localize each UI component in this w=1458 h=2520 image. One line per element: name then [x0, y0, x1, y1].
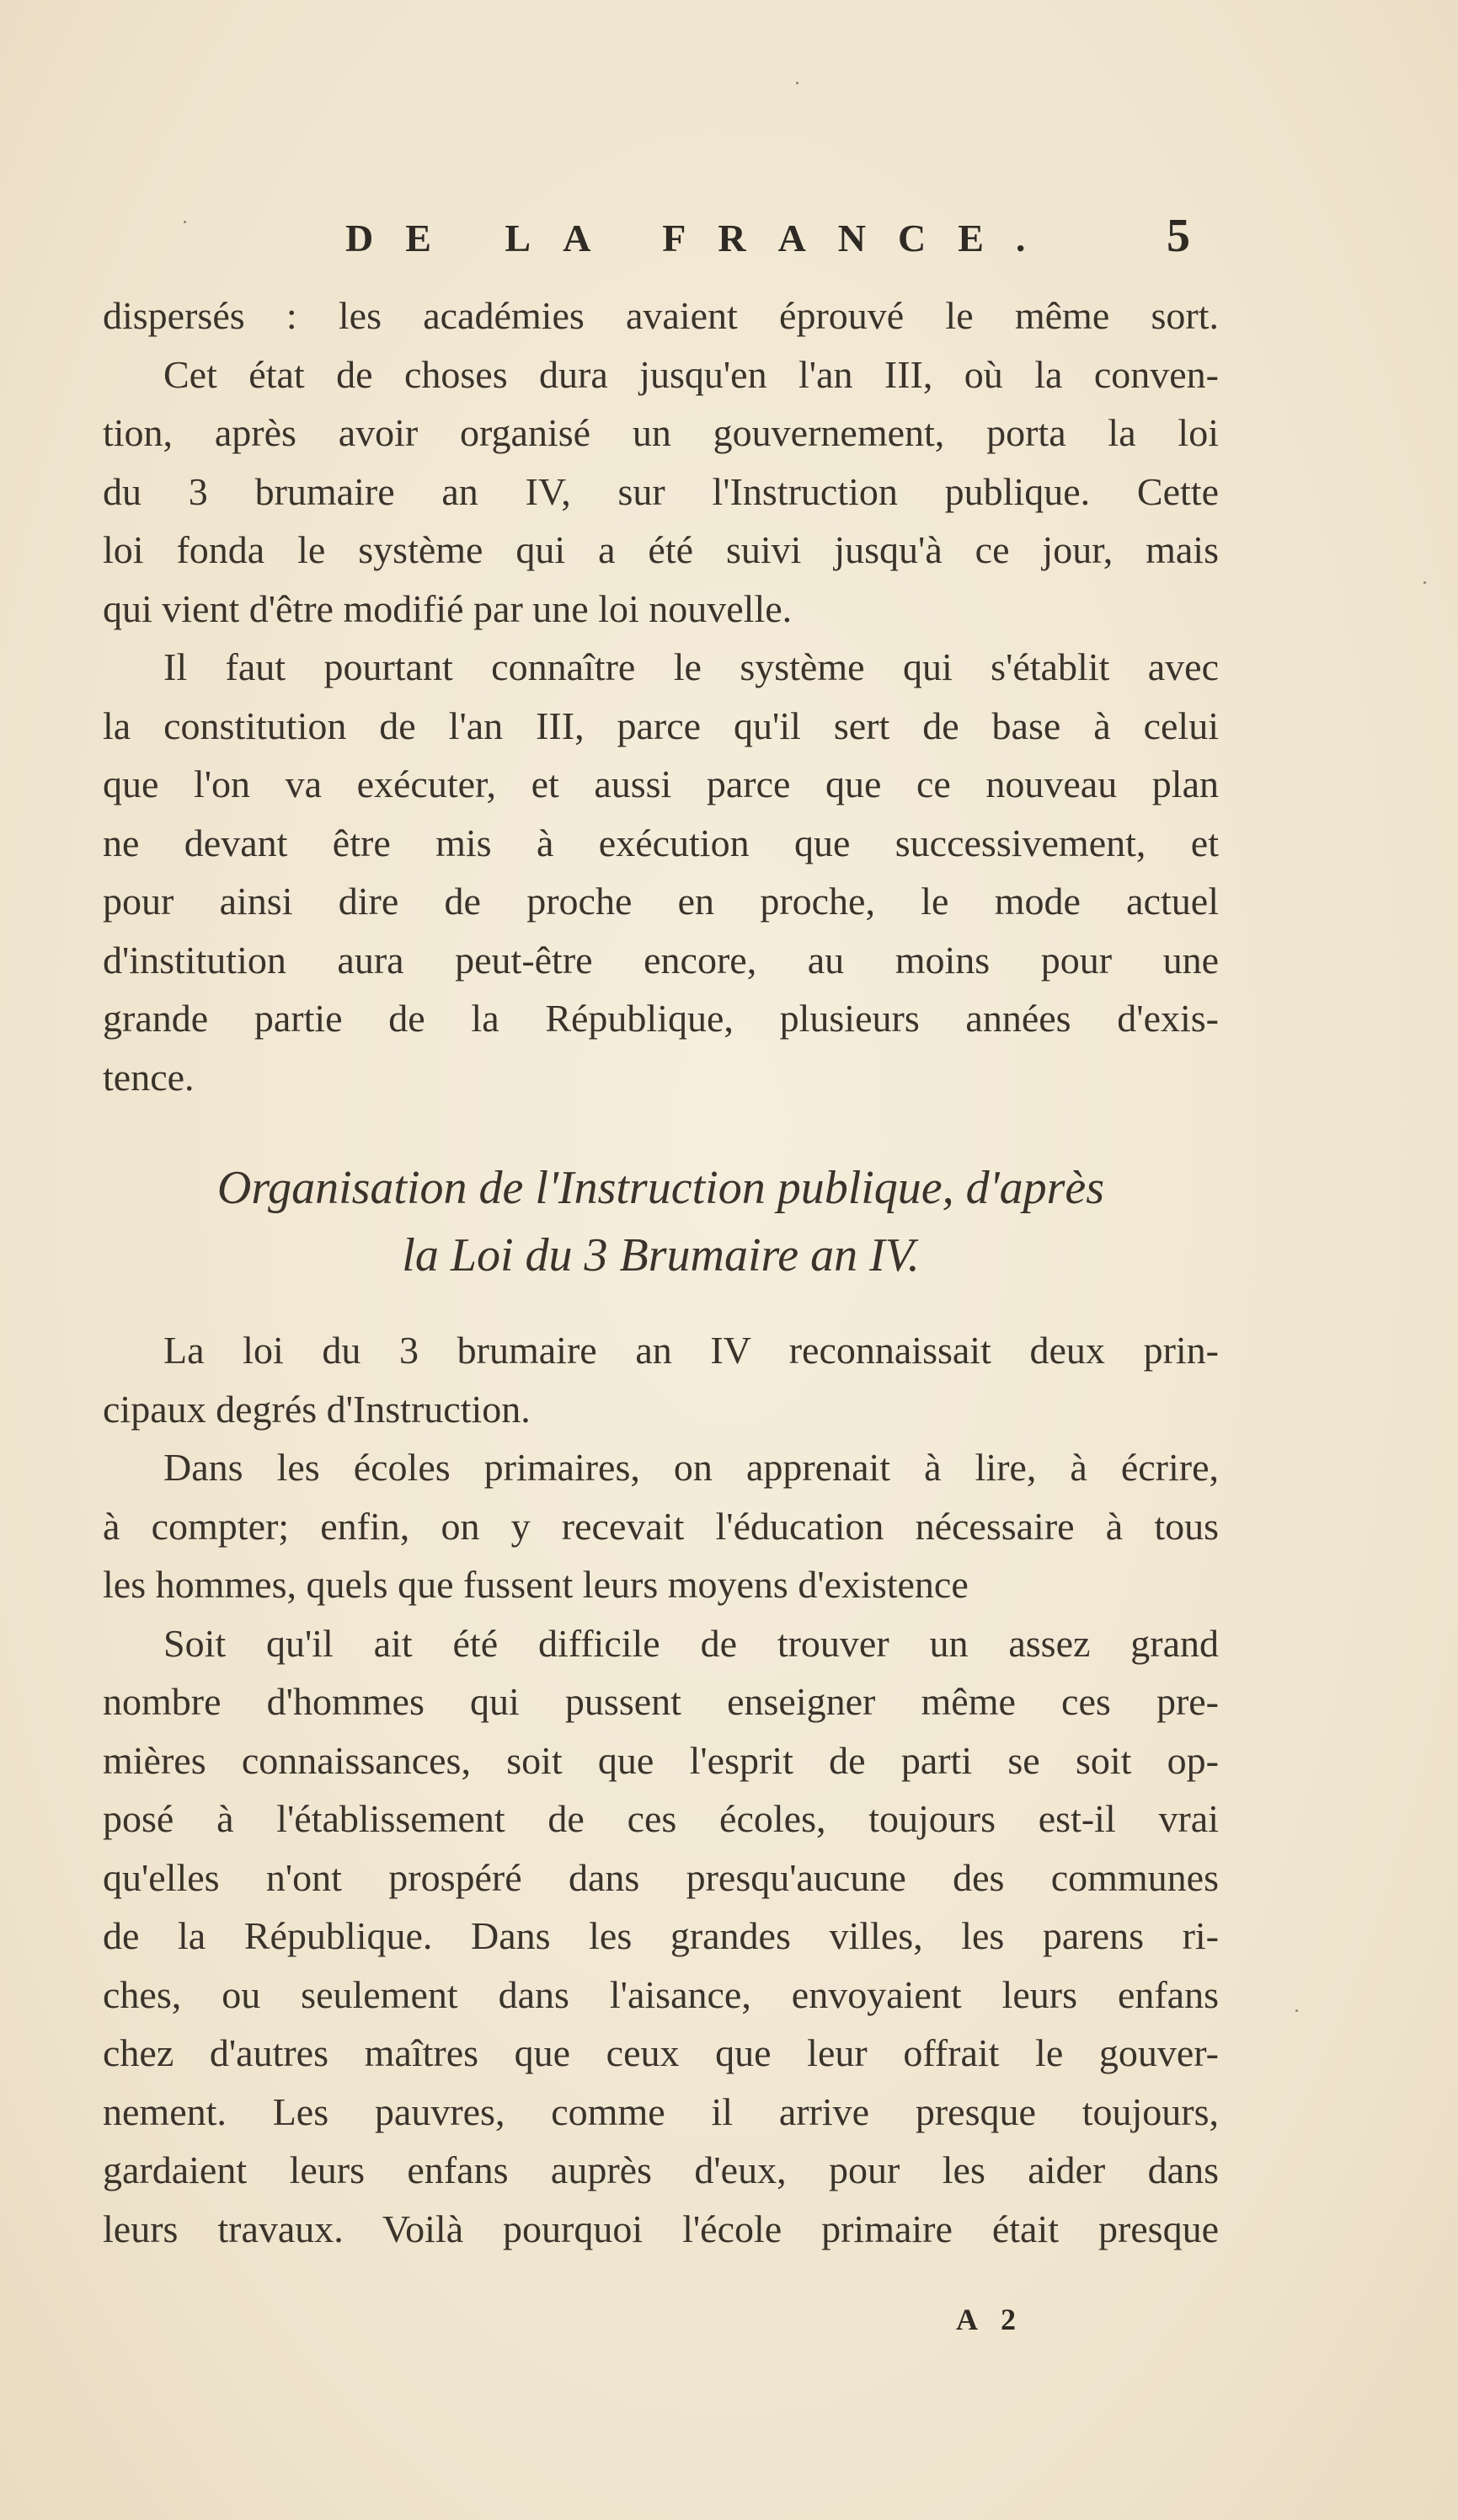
- running-head: [0, 209, 1458, 268]
- paper-speck: [184, 221, 186, 223]
- text-line: du 3 brumaire an IV, sur l'Instruction publique. Cette: [103, 469, 1219, 513]
- text-line: ches, ou seulement dans l'aisance, envoyaient leurs enfans: [103, 1972, 1219, 2016]
- text-line: pour ainsi dire de proche en proche, le mode actuel: [103, 880, 1219, 923]
- text-line: à compter; enfin, on y recevait l'éducation nécessaire à tous: [103, 1504, 1219, 1548]
- text-line: qu'elles n'ont prospéré dans presqu'aucune des communes: [103, 1855, 1219, 1899]
- text-line: grande partie de la République, plusieurs années d'exis-: [103, 997, 1219, 1040]
- page-number: 5: [1167, 210, 1190, 262]
- body-text-part-1: [103, 286, 1219, 1106]
- heading-line-1: Organisation de l'Instruction publique, d'après: [216, 1162, 1105, 1214]
- text-line: la constitution de l'an III, parce qu'il sert de base à celui: [103, 704, 1219, 747]
- text-line: cipaux degrés d'Instruction.: [103, 1387, 531, 1431]
- text-line: qui vient d'être modifié par une loi nouvelle.: [103, 586, 793, 630]
- text-line: nement. Les pauvres, comme il arrive presque toujours,: [103, 2089, 1219, 2133]
- text-line: les hommes, quels que fussent leurs moyens d'existence: [103, 1563, 969, 1606]
- running-title: DE LA FRANCE.: [345, 217, 1058, 259]
- text-line: tion, après avoir organisé un gouvernement, porta la loi: [103, 411, 1219, 454]
- text-line: Soit qu'il ait été difficile de trouver un assez grand: [163, 1621, 1219, 1665]
- text-line: gardaient leurs enfans auprès d'eux, pour les aider dans: [103, 2148, 1219, 2191]
- text-line: nombre d'hommes qui pussent enseigner même ces pre-: [103, 1680, 1219, 1723]
- section-heading: [103, 1154, 1219, 1289]
- text-line: d'institution aura peut-être encore, au moins pour une: [103, 938, 1219, 982]
- text-line: posé à l'établissement de ces écoles, toujours est-il vrai: [103, 1797, 1219, 1840]
- text-line: La loi du 3 brumaire an IV reconnaissait deux prin-: [163, 1329, 1219, 1372]
- text-line: Dans les écoles primaires, on apprenait à lire, à écrire,: [163, 1446, 1219, 1489]
- text-line: leurs travaux. Voilà pourquoi l'école primaire était presque: [103, 2207, 1219, 2250]
- text-line: dispersés : les académies avaient éprouvé le même sort.: [103, 294, 1219, 337]
- text-line: chez d'autres maîtres que ceux que leur offrait le gouver-: [103, 2031, 1219, 2074]
- paper-speck: [1423, 581, 1426, 584]
- text-line: Cet état de choses dura jusqu'en l'an III, où la conven-: [163, 352, 1219, 396]
- text-line: mières connaissances, soit que l'esprit de parti se soit op-: [103, 1738, 1219, 1782]
- signature-mark: A 2: [956, 2303, 1025, 2336]
- heading-line-2: la Loi du 3 Brumaire an IV.: [402, 1229, 920, 1281]
- body-text-part-2: [103, 1321, 1219, 2258]
- text-line: ne devant être mis à exécution que successivement, et: [103, 821, 1219, 864]
- text-line: Il faut pourtant connaître le système qui s'établit avec: [163, 645, 1219, 688]
- text-line: que l'on va exécuter, et aussi parce que ce nouveau plan: [103, 762, 1219, 805]
- paper-speck: [796, 82, 798, 84]
- text-line: tence.: [103, 1055, 195, 1099]
- paper-speck: [1295, 2009, 1298, 2012]
- text-line: loi fonda le système qui a été suivi jusqu'à ce jour, mais: [103, 528, 1219, 571]
- text-line: de la République. Dans les grandes villes, les parens ri-: [103, 1914, 1219, 1957]
